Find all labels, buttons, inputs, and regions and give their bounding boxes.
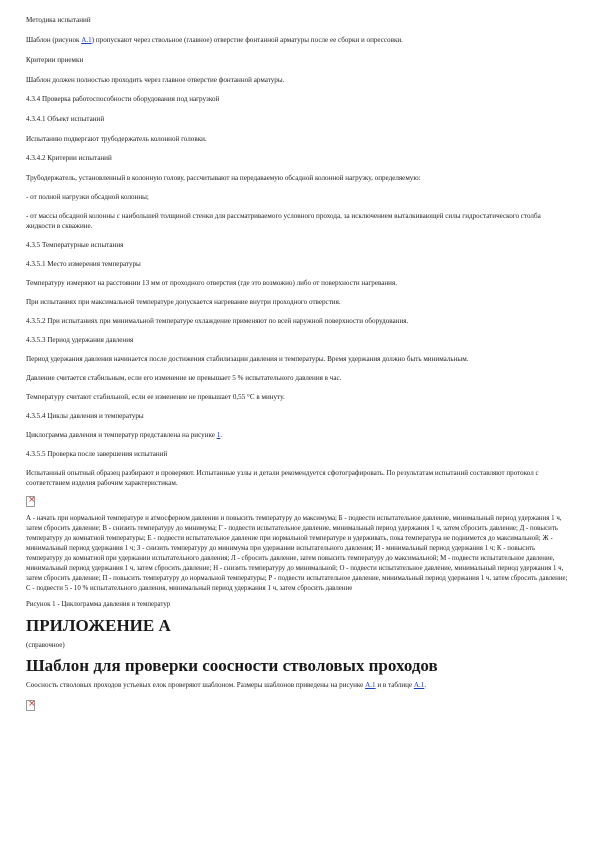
paragraph: Давление считается стабильным, если его изменение не превышает 5 % испытательного давления в час. <box>26 374 342 382</box>
section-heading: 4.3.5 Температурные испытания <box>26 241 124 249</box>
section-heading: 4.3.5.5 Проверка после завершения испытаний <box>26 450 168 458</box>
paragraph: Температуру считают стабильной, если ее изменение не превышает 0,55 °С в минуту. <box>26 393 285 401</box>
paragraph: При испытаниях при максимальной температуре допускается нагревание внутри проходного отверстия. <box>26 298 341 306</box>
paragraph: Трубодержатель, установленный в колонную голову, рассчитывают на передаваемую обсадной колонной нагрузку, определяемую: <box>26 174 421 182</box>
section-heading: 4.3.5.3 Период удержания давления <box>26 336 134 344</box>
section-heading: 4.3.4 Проверка работоспособности оборудования под нагрузкой <box>26 95 220 103</box>
paragraph: Критерии приемки <box>26 56 84 64</box>
section-heading: 4.3.4.2 Критерии испытаний <box>26 154 112 162</box>
paragraph: Испытанию подвергают трубодержатель колонной головки. <box>26 135 207 143</box>
appendix-title: Шаблон для проверки соосности стволовых проходов <box>26 656 438 675</box>
paragraph: Соосность стволовых проходов устьевых елок проверяют шаблоном. Размеры шаблонов приведены на рисунке А.1 и в таблице А.1. <box>26 681 427 689</box>
section-heading: 4.3.4.1 Объект испытаний <box>26 115 105 123</box>
paragraph: Методика испытаний <box>26 16 91 24</box>
paragraph: Период удержания давления начинается после достижения стабилизации давления и температуры. Время удержания должно быть минимальным. <box>26 355 469 363</box>
paragraph: Испытанный опытный образец разбирают и проверяют. Испытанные узлы и детали рекомендуется сфотографировать. По результатам испытаний составляют протокол с соответствием изделия рабочим характеристикам. <box>26 469 539 487</box>
appendix-note: (справочное) <box>26 641 65 649</box>
figure-link-a1[interactable]: А.1 <box>365 681 376 689</box>
table-link-a1[interactable]: А.1 <box>413 681 425 689</box>
section-heading: 4.3.5.1 Место измерения температуры <box>26 260 141 268</box>
section-heading: 4.3.5.4 Циклы давления и температуры <box>26 412 144 420</box>
paragraph: Циклограмма давления и температур представлена на рисунке 1. <box>26 431 223 439</box>
paragraph: Температуру измеряют на расстоянии 13 мм от проходного отверстия (где это возможно) либо от поверхности нагревания. <box>26 279 397 287</box>
list-item: - от полной нагрузки обсадной колонны; <box>26 193 149 201</box>
paragraph: Шаблон должен полностью проходить через главное отверстие фонтанной арматуры. <box>26 76 285 84</box>
paragraph: 4.3.5.2 При испытаниях при минимальной температуре охлаждение применяют по всей наружной поверхности оборудования. <box>26 317 409 325</box>
broken-image-icon <box>26 700 35 711</box>
broken-image-icon <box>26 496 35 507</box>
figure-legend: А - начать при нормальной температуре и атмосферном давлении и повысить температуру до максимума; Б - подвести испытательное давление, минимальный период удержания 1 ч, затем сбросить давление; В - снизить температуру до минимума; Г - подвести испытательное давление, минимальный период удержания 1 ч, затем сбросить давление; Д - повысить температуру до комнатной температуры; Е - подвести испытательное давление при нормальной температуре и удерживать, пока температура не поднимется до максимальной; Ж - минимальный период удержания 1 ч; З - снизить температуру до минимума при удержании испытательного давления; И - минимальный период удержания 1 ч; К - повысить температуру до комнатной при удержании испытательного давления; Л - сбросить давление, затем повысить температуру до максимальной; М - подвести испытательное давление, минимальный период удержания 1 ч, затем сбросить давление; Н - снизить температуру до минимальной; О - подвести испытательное давление, минимальный период удержания 1 ч, затем сбросить давление; П - повысить температуру до нормальной температуры; Р - подвести испытательное давление, минимальный период удержания 1 ч, затем сбросить давление; С - подвести 5 - 10 % испытательного давления, минимальный период удержания 1 ч, затем сбросить давление <box>26 515 568 592</box>
figure-link-a1[interactable]: А.1 <box>81 36 92 44</box>
figure-caption: Рисунок 1 - Циклограмма давления и температур <box>26 601 171 608</box>
figure-link-1[interactable]: 1 <box>216 431 221 439</box>
paragraph: Шаблон (рисунок А.1) пропускают через ствольное (главное) отверстие фонтанной арматуры после ее сборки и опрессовки. <box>26 36 403 44</box>
list-item: - от массы обсадной колонны с наибольшей толщиной стенки для рассматриваемого условного прохода, за исключением выталкивающей силы гидростатического столба жидкости в скважине. <box>26 212 541 230</box>
appendix-heading: ПРИЛОЖЕНИЕ А <box>26 616 171 635</box>
